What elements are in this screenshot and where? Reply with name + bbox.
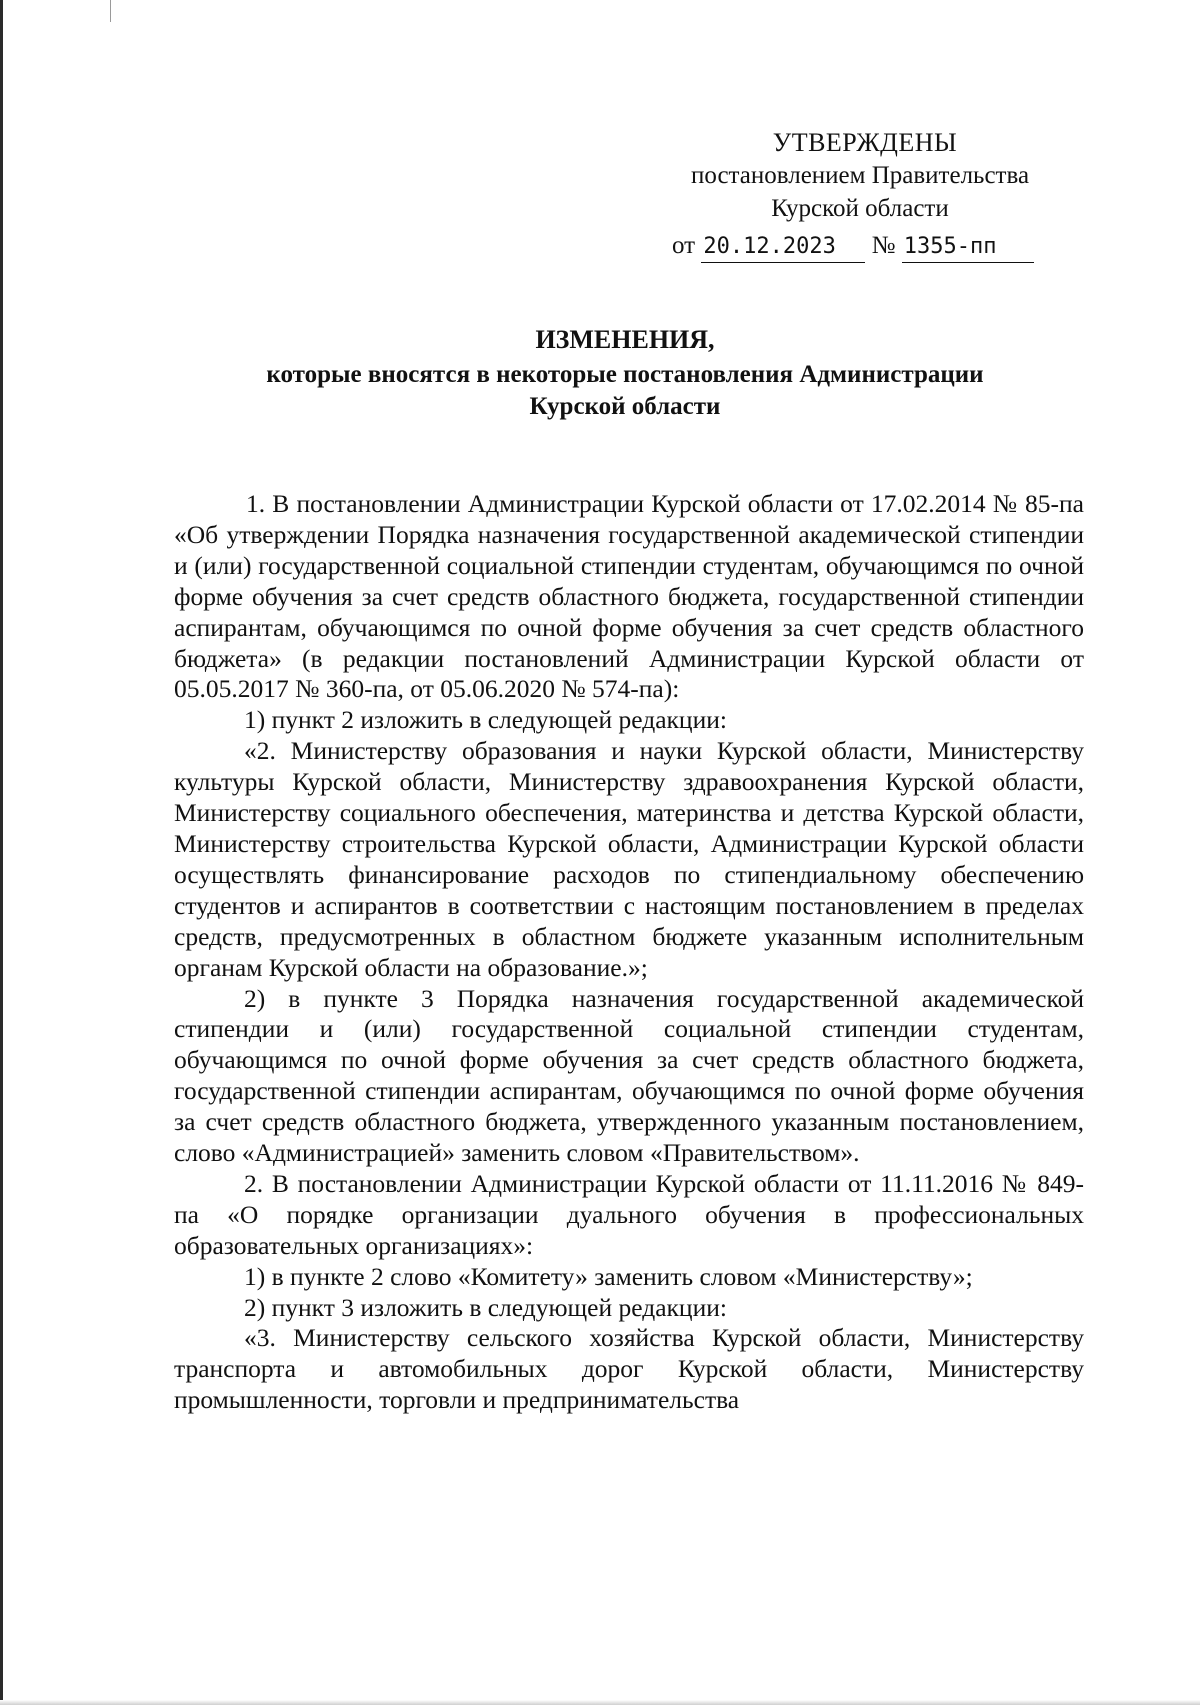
- number-prefix: №: [871, 232, 896, 259]
- paragraph-1-item-1: 1) пункт 2 изложить в следующей редакции:: [244, 705, 727, 735]
- approved-heading: УТВЕРЖДЕНЫ: [772, 128, 958, 157]
- paragraph-2-item-2: 2) пункт 3 изложить в следующей редакции:: [244, 1292, 727, 1322]
- approved-region-line: Курской области: [771, 195, 949, 222]
- title-subtitle-line-2: Курской области: [529, 393, 721, 420]
- document-body: [174, 489, 1084, 1416]
- paragraph-2: 2. В постановлении Администрации Курской области от 11.11.2016 № 849-па «О порядке организации дуального обучения в профессиональных образовательных организациях»:: [174, 1168, 1084, 1260]
- title-main: ИЗМЕНЕНИЯ,: [535, 325, 715, 354]
- title-subtitle-line-1: которые вносятся в некоторые постановления Администрации: [266, 361, 984, 388]
- date-prefix: от: [672, 232, 696, 259]
- paragraph-1-item-2: 2) в пункте 3 Порядка назначения государственной академической стипендии и (или) государственной социальной стипендии студентам, обучающимся по очной форме обучения за счет средств областного бюджета, государственной стипендии аспирантам, обучающимся по очной форме обучения за счет средств областного бюджета, утвержденного указанным постановлением, слово «Администрацией» заменить словом «Правительством».: [174, 983, 1084, 1168]
- paragraph-1-quote-2: «2. Министерству образования и науки Курской области, Министерству культуры Курской области, Министерству здравоохранения Курской области, Министерству социального обеспечения, материнства и детства Курской области, Министерству строительства Курской области, Администрации Курской области осуществлять финансирование расходов по стипендиальному обеспечению студентов и аспирантов в соответствии с настоящим постановлением в пределах средств, предусмотренных в областном бюджете указанным исполнительным органам Курской области на образование.»;: [174, 736, 1084, 982]
- paragraph-2-quote-3: «3. Министерству сельского хозяйства Курской области, Министерству транспорта и автомобильных дорог Курской области, Министерству промышленности, торговли и предпринимательства: [174, 1323, 1084, 1415]
- approval-date-line: [672, 231, 1034, 263]
- number-value: 1355-пп: [902, 232, 1034, 263]
- scan-edge-left: [0, 0, 3, 1705]
- paragraph-2-item-1: 1) в пункте 2 слово «Комитету» заменить словом «Министерству»;: [244, 1261, 973, 1291]
- approved-by-line: постановлением Правительства: [690, 162, 1030, 189]
- document-title: [175, 324, 1075, 423]
- scan-edge-top: [110, 0, 111, 22]
- paragraph-1: 1. В постановлении Администрации Курской области от 17.02.2014 № 85-па «Об утверждении Порядка назначения государственной академической стипендии и (или) государственной социальной стипендии студентам, обучающимся по очной форме обучения за счет средств областного бюджета, государственной стипендии аспирантам, обучающимся по очной форме обучения за счет средств областного бюджета» (в редакции постановлений Администрации Курской области от 05.05.2017 № 360-па, от 05.06.2020 № 574-па):: [174, 489, 1084, 704]
- scan-edge-bottom: [0, 1700, 1200, 1705]
- date-value: 20.12.2023: [701, 232, 865, 263]
- approval-stamp: [640, 126, 1080, 225]
